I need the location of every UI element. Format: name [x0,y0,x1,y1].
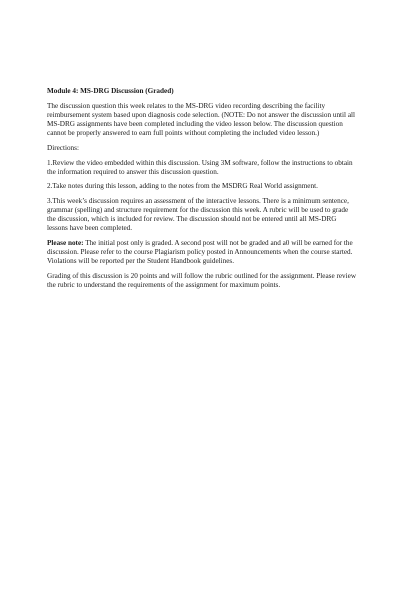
note-label: Please note: [47,238,84,247]
grading-paragraph: Grading of this discussion is 20 points and will follow the rubric outlined for the assignment. Please review the rubric to understand the requirements of the assignment for maximum points. [47,271,357,289]
direction-step-1: 1.Review the video embedded within this discussion. Using 3M software, follow the instructions to obtain the information required to answer this discussion question. [47,158,353,176]
note-paragraph [47,239,357,266]
direction-step-2: 2.Take notes during this lesson, adding to the notes from the MSDRG Real World assignment. [47,182,318,191]
intro-paragraph: The discussion question this week relates to the MS-DRG video recording describing the facility reimbursement system based upon diagnosis code selection. (NOTE: Do not answer the discussion until all MS-DRG assignments have been completed including the video lesson below. The discussion question cannot be properly answered to earn full points without completing the included video lesson.) [47,102,356,138]
direction-step-3: 3.This week’s discussion requires an assessment of the interactive lessons. There is a minimum sentence, grammar (spelling) and structure requirement for the discussion this week. A rubric will be used to grade the discussion, which is included for review. The discussion should not be entered until all MS-DRG lessons have been completed. [47,196,349,233]
note-text: The initial post only is graded. A second post will not be graded and a0 will be earned for the discussion. Please refer to the course Plagiarism policy posted in Announcements when the course started. Violations will be reported per the Student Handbook guidelines. [47,238,353,265]
document-title: Module 4: MS-DRG Discussion (Graded) [47,87,174,95]
directions-label: Directions: [47,143,79,152]
document-page [47,87,357,295]
